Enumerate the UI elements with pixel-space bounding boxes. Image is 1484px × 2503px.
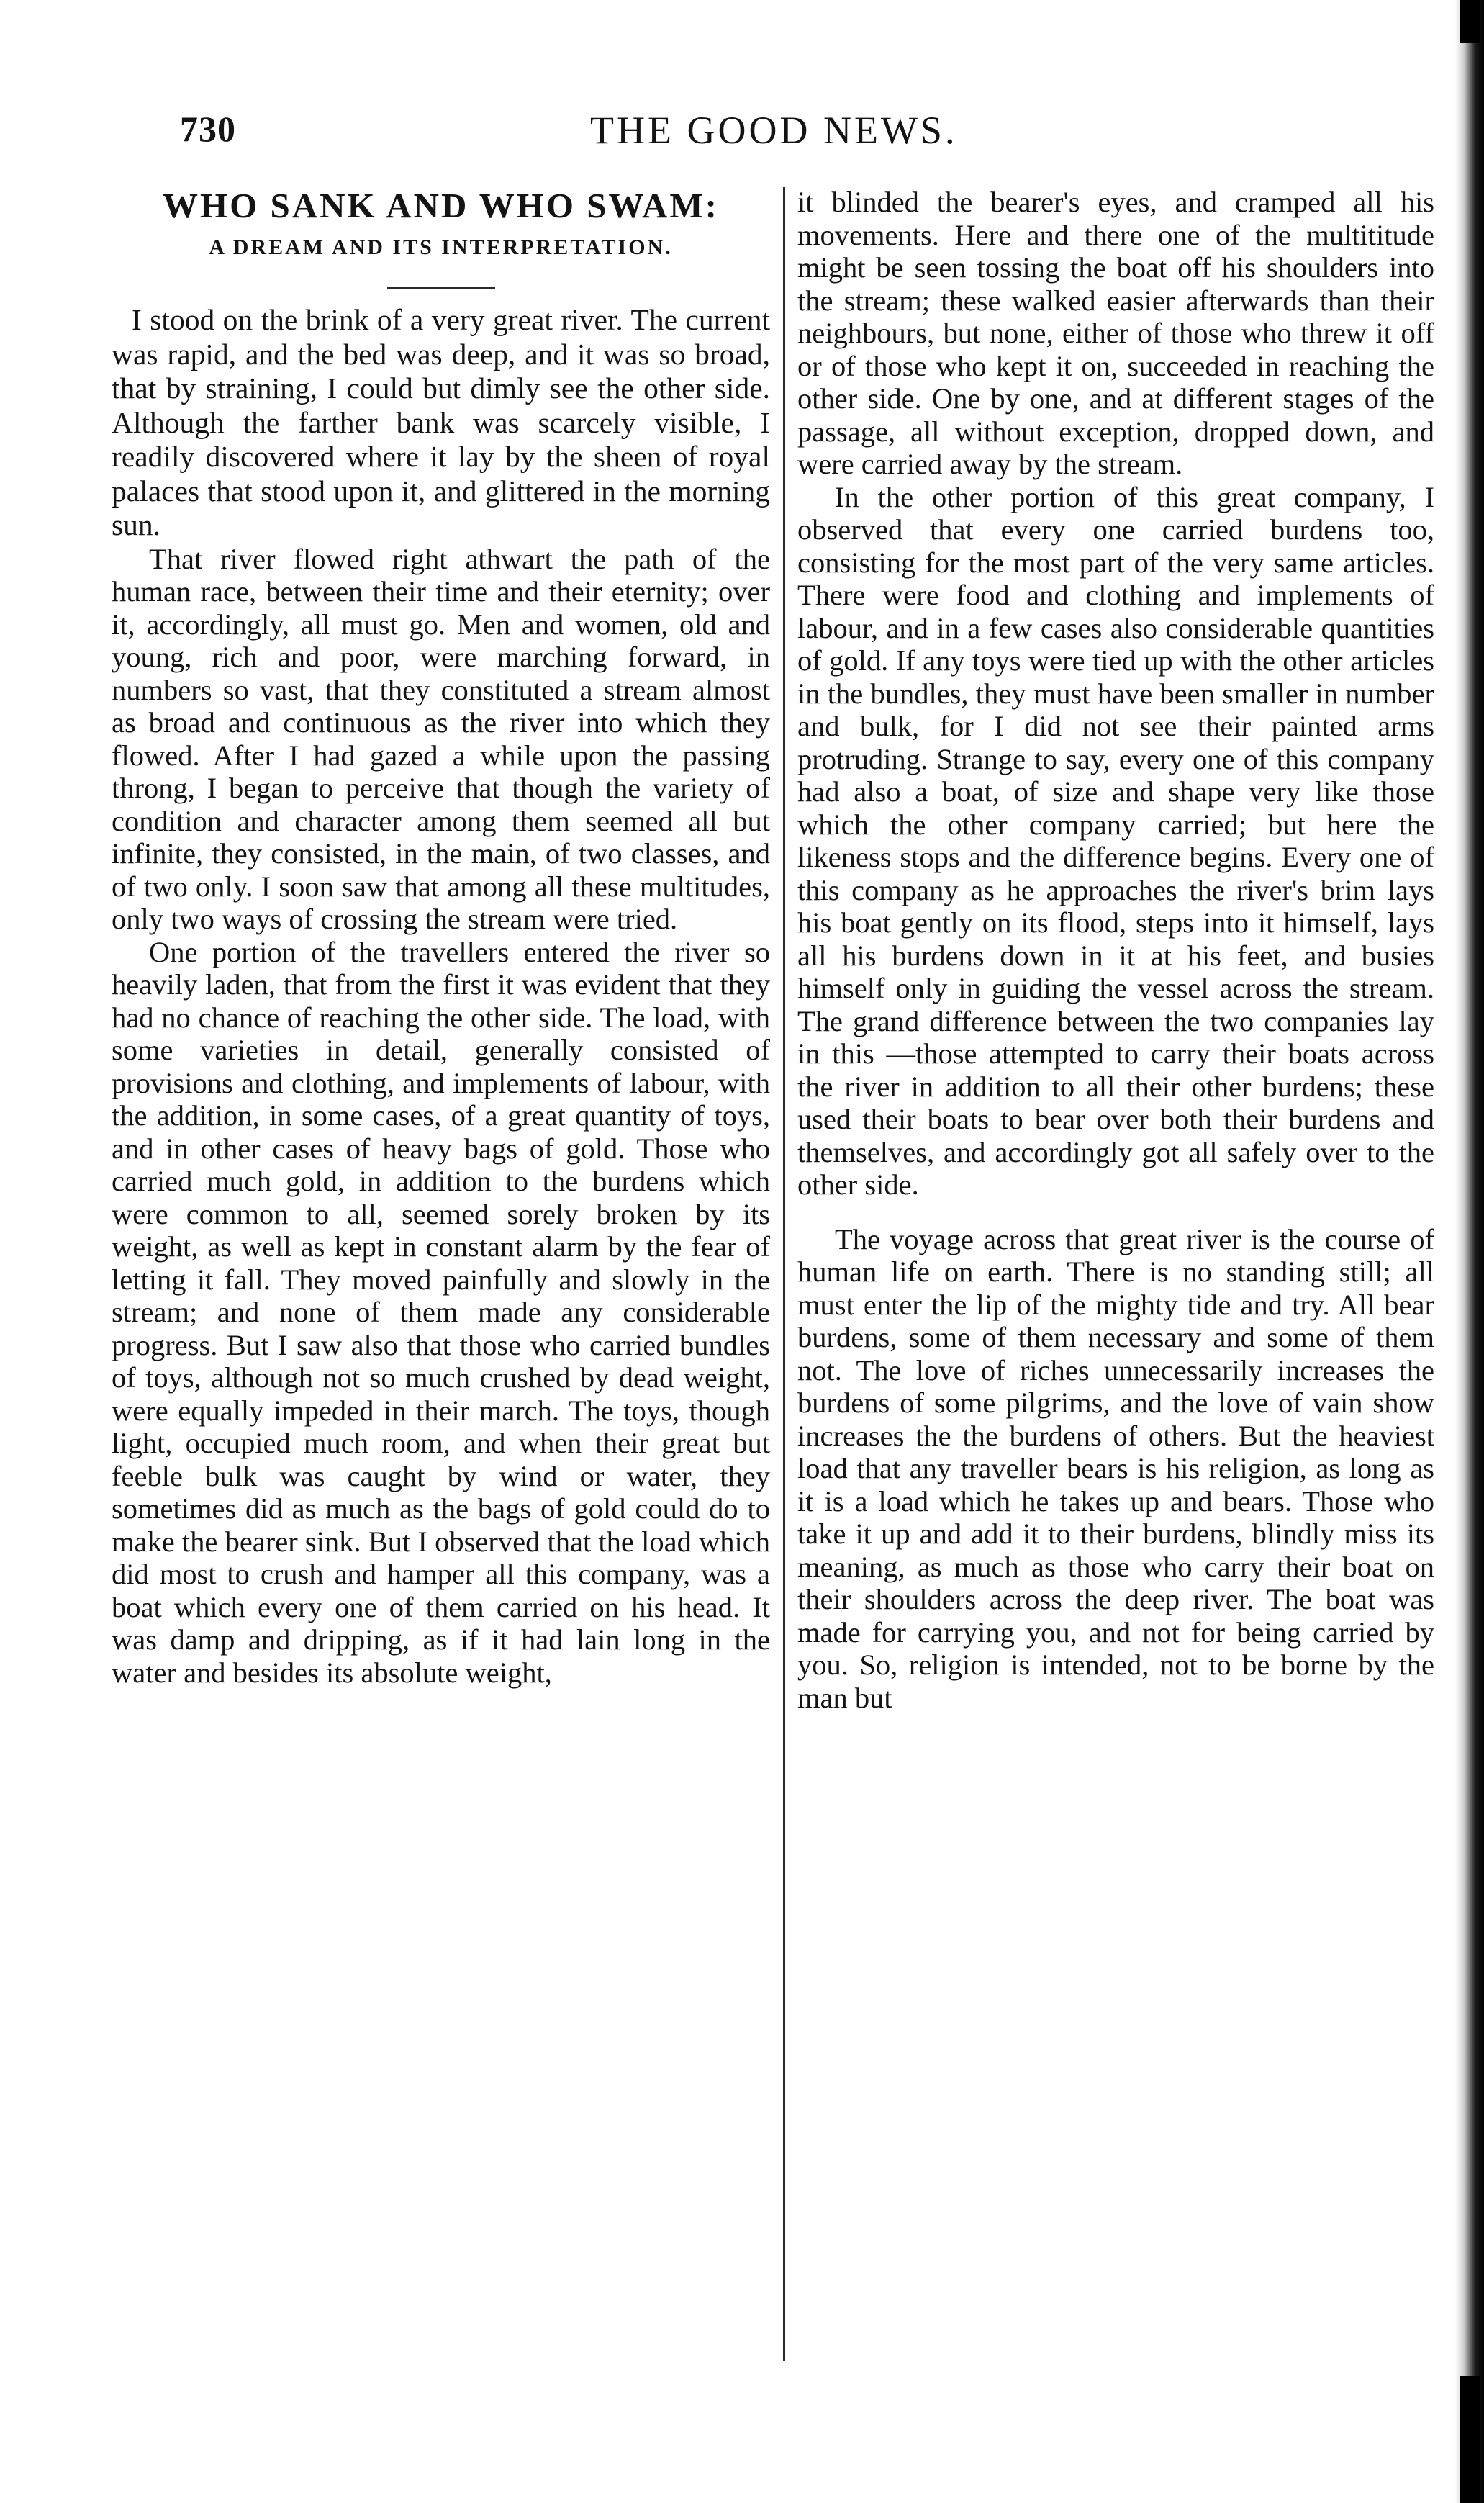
right-column	[797, 186, 1434, 1714]
left-column	[112, 186, 770, 1689]
paragraph: it blinded the bearer's eyes, and cramped all his movements. Here and there one of the multititude might be seen tossing the boat off his shoulders into the stream; these walked easier afterwards than their neighbours, but none, either of those who threw it off or of those who kept it on, succeeded in reaching the other side. One by one, and at different stages of the passage, all without exception, dropped down, and were carried away by the stream.	[797, 186, 1434, 480]
journal-title: THE GOOD NEWS.	[590, 109, 958, 152]
title-rule	[387, 287, 495, 289]
column-rule	[783, 187, 785, 2361]
binding-speck	[1460, 2376, 1480, 2503]
paragraph: The voyage across that great river is the course of human life on earth. There is no standing still; all must enter the lip of the mighty tide and try. All bear burdens, some of them necessary and some of them not. The love of riches unnecessarily increases the burdens of some pilgrims, and the love of vain show increases the the burdens of others. But the heaviest load that any traveller bears is his religion, as long as it is a load which he takes up and bears. Those who take it up and add it to their burdens, blindly miss its meaning, as much as those who carry their boat on their shoulders across the deep river. The boat was made for carrying you, and not for being carried by you. So, religion is intended, not to be borne by the man but	[797, 1222, 1434, 1714]
paragraph: One portion of the travellers entered the river so heavily laden, that from the first it was evident that they had no chance of reaching the other side. The load, with some varieties in detail, generally consisted of provisions and clothing, and implements of labour, with the addition, in some cases, of a great quantity of toys, and in other cases of heavy bags of gold. Those who carried much gold, in addition to the burdens which were common to all, seemed sorely broken by its weight, as well as kept in constant alarm by the fear of letting it fall. They moved painfully and slowly in the stream; and none of them made any considerable progress. But I saw also that those who carried bundles of toys, although not so much crushed by dead weight, were equally impeded in their march. The toys, though light, occupied much room, and when their great but feeble bulk was caught by wind or water, they sometimes did as much as the bags of gold could do to make the bearer sink. But I observed that the load which did most to crush and hamper all this company, was a boat which every one of them carried on his head. It was damp and dripping, as if it had lain long in the water and besides its absolute weight,	[112, 935, 770, 1689]
paragraph: In the other portion of this great company, I observed that every one carried burdens too, consisting for the most part of the very same articles. There were food and clothing and implements of labour, and in a few cases also considerable quantities of gold. If any toys were tied up with the other articles in the bundles, they must have been smaller in number and bulk, for I did not see their painted arms protruding. Strange to say, every one of this company had also a boat, of size and shape very like those which the other company carried; but here the likeness stops and the difference begins. Every one of this company as he approaches the river's brim lays his boat gently on its flood, steps into it himself, lays all his burdens down in it at his feet, and busies himself only in guiding the vessel across the stream. The grand difference between the two companies lay in this —those attempted to carry their boats across the river in addition to all their other burdens; these used their boats to bear over both their burdens and themselves, and accordingly got all safely over to the other side.	[797, 480, 1434, 1201]
page-number: 730	[180, 109, 236, 149]
article-subtitle: A DREAM AND ITS INTERPRETATION.	[209, 235, 673, 259]
paragraph: I stood on the brink of a very great river. The current was rapid, and the bed was deep, and it was so broad, that by straining, I could but dimly see the other side. Although the farther bank was scarcely visible, I readily discovered where it lay by the sheen of royal palaces that stood upon it, and glittered in the morning sun.	[112, 303, 770, 541]
running-head	[144, 108, 1411, 166]
binding-edge	[1455, 0, 1484, 2503]
paragraph: That river flowed right athwart the path of the human race, between their time and their eternity; over it, accordingly, all must go. Men and women, old and young, rich and poor, were marching forward, in numbers so vast, that they constituted a stream almost as broad and continuous as the river into which they flowed. After I had gazed a while upon the passing throng, I began to perceive that though the variety of condition and character among them seemed all but infinite, they consisted, in the main, of two classes, and of two only. I soon saw that among all these multitudes, only two ways of crossing the stream were tried.	[112, 542, 770, 935]
binding-speck	[1460, 0, 1480, 43]
article-title: WHO SANK AND WHO SWAM:	[163, 186, 719, 225]
